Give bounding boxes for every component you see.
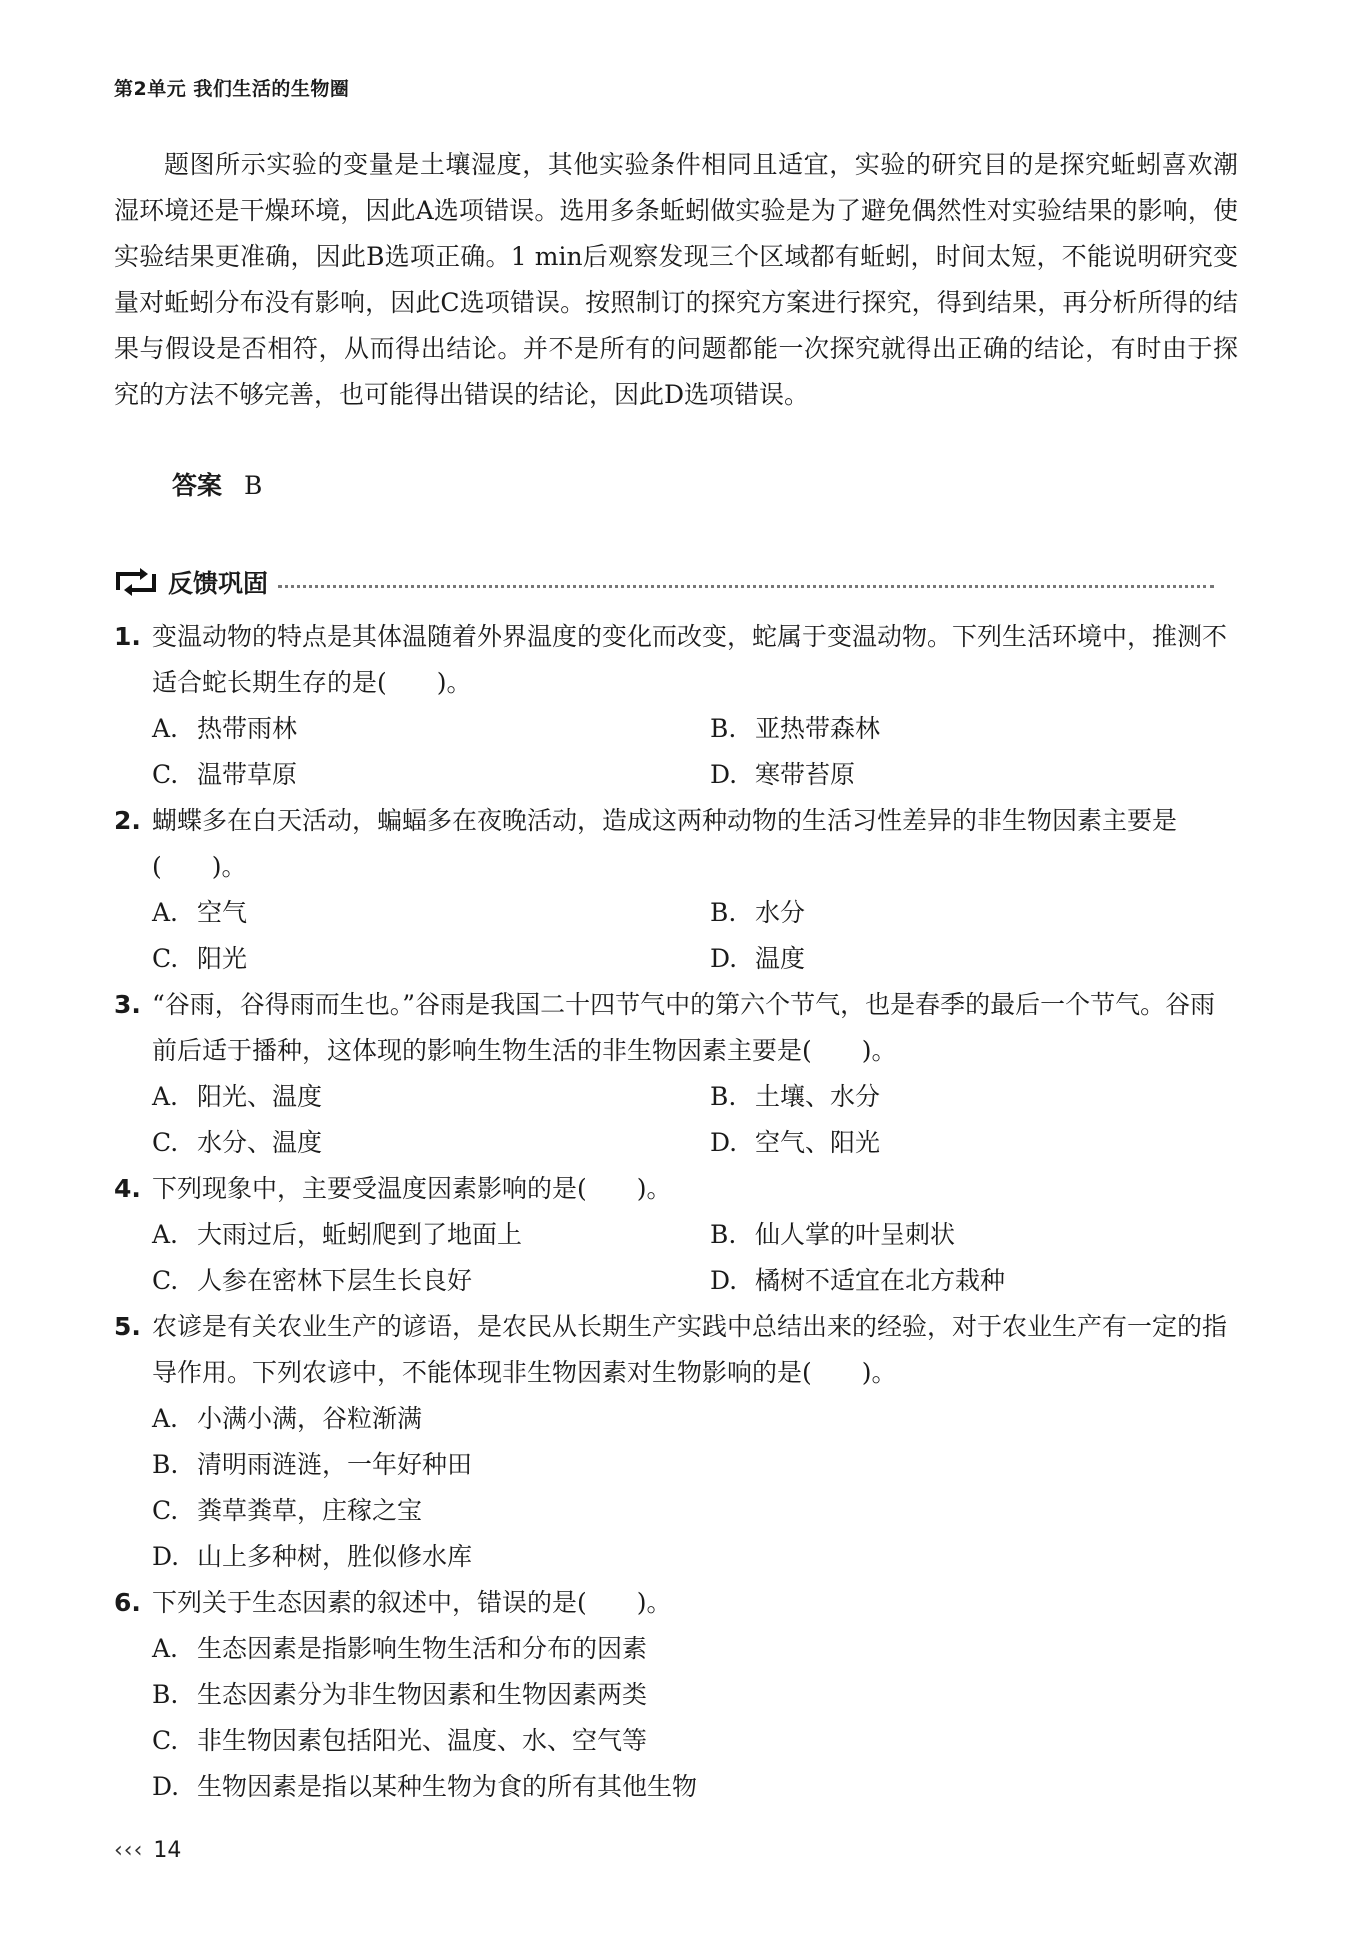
- option-d: [710, 1258, 1240, 1304]
- option-d: [152, 1764, 1240, 1810]
- option-text: 大雨过后，蚯蚓爬到了地面上: [197, 1220, 523, 1249]
- option-label: A.: [152, 1404, 179, 1433]
- option-b: [710, 706, 1240, 752]
- option-a: [152, 1396, 1240, 1442]
- option-text: 寒带苔原: [755, 760, 856, 789]
- option-text: 温带草原: [197, 760, 298, 789]
- options: [152, 706, 1240, 798]
- question-6: [114, 1580, 1240, 1810]
- question-3: [114, 982, 1240, 1166]
- options: [152, 1212, 1240, 1304]
- question-number: 4.: [114, 1174, 141, 1203]
- option-label: B.: [710, 1082, 737, 1111]
- option-label: B.: [152, 1450, 179, 1479]
- option-b: [710, 890, 1240, 936]
- option-text: 清明雨涟涟，一年好种田: [197, 1450, 473, 1479]
- question-4: [114, 1166, 1240, 1304]
- chevrons-left-icon: ‹‹‹: [114, 1838, 144, 1863]
- explanation-block: [114, 142, 1238, 418]
- options: [152, 1626, 1240, 1810]
- option-a: [152, 1212, 710, 1258]
- options: [152, 1396, 1240, 1580]
- option-label: D.: [710, 1128, 738, 1157]
- option-label: A.: [152, 898, 179, 927]
- section-title: 反馈巩固: [168, 569, 269, 598]
- page-number: 14: [153, 1838, 182, 1863]
- option-c: [152, 1120, 710, 1166]
- option-text: 山上多种树，胜似修水库: [197, 1542, 473, 1571]
- page-footer: [114, 1838, 181, 1863]
- option-c: [152, 1718, 1240, 1764]
- option-text: 阳光、温度: [197, 1082, 323, 1111]
- option-c: [152, 752, 710, 798]
- option-label: A.: [152, 1634, 179, 1663]
- option-label: B.: [710, 714, 737, 743]
- answer-label: 答案: [172, 471, 223, 500]
- option-text: 人参在密林下层生长良好: [197, 1266, 473, 1295]
- option-label: A.: [152, 1082, 179, 1111]
- question-stem: 变温动物的特点是其体温随着外界温度的变化而改变，蛇属于变温动物。下列生活环境中，推测不适合蛇长期生存的是( )。: [152, 622, 1228, 697]
- option-d: [710, 752, 1240, 798]
- option-text: 土壤、水分: [755, 1082, 881, 1111]
- option-b: [152, 1672, 1240, 1718]
- option-text: 水分、温度: [197, 1128, 323, 1157]
- option-label: D.: [152, 1772, 180, 1801]
- unit-header: 第2单元 我们生活的生物圈: [114, 78, 350, 100]
- option-a: [152, 1626, 1240, 1672]
- option-label: A.: [152, 714, 179, 743]
- option-d: [152, 1534, 1240, 1580]
- section-header: [114, 564, 1214, 600]
- option-label: C.: [152, 1128, 179, 1157]
- answer-line: [172, 466, 262, 502]
- question-5: [114, 1304, 1240, 1580]
- options: [152, 1074, 1240, 1166]
- option-a: [152, 890, 710, 936]
- option-c: [152, 1258, 710, 1304]
- question-number: 6.: [114, 1588, 141, 1617]
- option-label: C.: [152, 1496, 179, 1525]
- question-1: [114, 614, 1240, 798]
- option-text: 生态因素分为非生物因素和生物因素两类: [197, 1680, 648, 1709]
- option-text: 阳光: [197, 944, 248, 973]
- option-label: D.: [152, 1542, 180, 1571]
- dotted-divider: [278, 585, 1214, 588]
- option-text: 温度: [755, 944, 806, 973]
- question-number: 5.: [114, 1312, 141, 1341]
- option-label: C.: [152, 944, 179, 973]
- option-c: [152, 1488, 1240, 1534]
- options: [152, 890, 1240, 982]
- option-text: 空气: [197, 898, 248, 927]
- option-text: 生态因素是指影响生物生活和分布的因素: [197, 1634, 648, 1663]
- option-text: 空气、阳光: [755, 1128, 881, 1157]
- question-2: [114, 798, 1240, 982]
- option-text: 小满小满，谷粒渐满: [197, 1404, 423, 1433]
- option-label: C.: [152, 1266, 179, 1295]
- option-label: A.: [152, 1220, 179, 1249]
- option-label: D.: [710, 760, 738, 789]
- question-number: 3.: [114, 990, 141, 1019]
- refresh-icon: [114, 566, 158, 598]
- question-number: 1.: [114, 622, 141, 651]
- option-d: [710, 936, 1240, 982]
- option-label: B.: [710, 898, 737, 927]
- question-stem: 蝴蝶多在白天活动，蝙蝠多在夜晚活动，造成这两种动物的生活习性差异的非生物因素主要是( )。: [152, 806, 1178, 881]
- option-b: [152, 1442, 1240, 1488]
- answer-value: B: [243, 471, 263, 500]
- option-text: 非生物因素包括阳光、温度、水、空气等: [197, 1726, 648, 1755]
- option-label: C.: [152, 760, 179, 789]
- option-text: 水分: [755, 898, 806, 927]
- option-text: 橘树不适宜在北方栽种: [755, 1266, 1006, 1295]
- question-stem: “谷雨，谷得雨而生也。”谷雨是我国二十四节气中的第六个节气，也是春季的最后一个节气。谷雨前后适于播种，这体现的影响生物生活的非生物因素主要是( )。: [152, 990, 1216, 1065]
- option-text: 亚热带森林: [755, 714, 881, 743]
- option-text: 生物因素是指以某种生物为食的所有其他生物: [197, 1772, 698, 1801]
- explanation-paragraph: 题图所示实验的变量是土壤湿度，其他实验条件相同且适宜，实验的研究目的是探究蚯蚓喜欢潮湿环境还是干燥环境，因此A选项错误。选用多条蚯蚓做实验是为了避免偶然性对实验结果的影响，使实验结果更准确，因此B选项正确。1 min后观察发现三个区域都有蚯蚓，时间太短，不能说明研究变量对蚯蚓分布没有影响，因此C选项错误。按照制订的探究方案进行探究，得到结果，再分析所得的结果与假设是否相符，从而得出结论。并不是所有的问题都能一次探究就得出正确的结论，有时由于探究的方法不够完善，也可能得出错误的结论，因此D选项错误。: [114, 150, 1238, 409]
- option-a: [152, 1074, 710, 1120]
- option-label: D.: [710, 1266, 738, 1295]
- option-label: D.: [710, 944, 738, 973]
- option-b: [710, 1074, 1240, 1120]
- option-label: B.: [152, 1680, 179, 1709]
- option-label: B.: [710, 1220, 737, 1249]
- option-label: C.: [152, 1726, 179, 1755]
- question-number: 2.: [114, 806, 141, 835]
- option-text: 仙人掌的叶呈刺状: [755, 1220, 956, 1249]
- option-text: 粪草粪草，庄稼之宝: [197, 1496, 423, 1525]
- option-c: [152, 936, 710, 982]
- question-stem: 下列现象中，主要受温度因素影响的是( )。: [152, 1174, 672, 1203]
- option-text: 热带雨林: [197, 714, 298, 743]
- option-a: [152, 706, 710, 752]
- question-stem: 农谚是有关农业生产的谚语，是农民从长期生产实践中总结出来的经验，对于农业生产有一定的指导作用。下列农谚中，不能体现非生物因素对生物影响的是( )。: [152, 1312, 1228, 1387]
- option-d: [710, 1120, 1240, 1166]
- question-stem: 下列关于生态因素的叙述中，错误的是( )。: [152, 1588, 672, 1617]
- option-b: [710, 1212, 1240, 1258]
